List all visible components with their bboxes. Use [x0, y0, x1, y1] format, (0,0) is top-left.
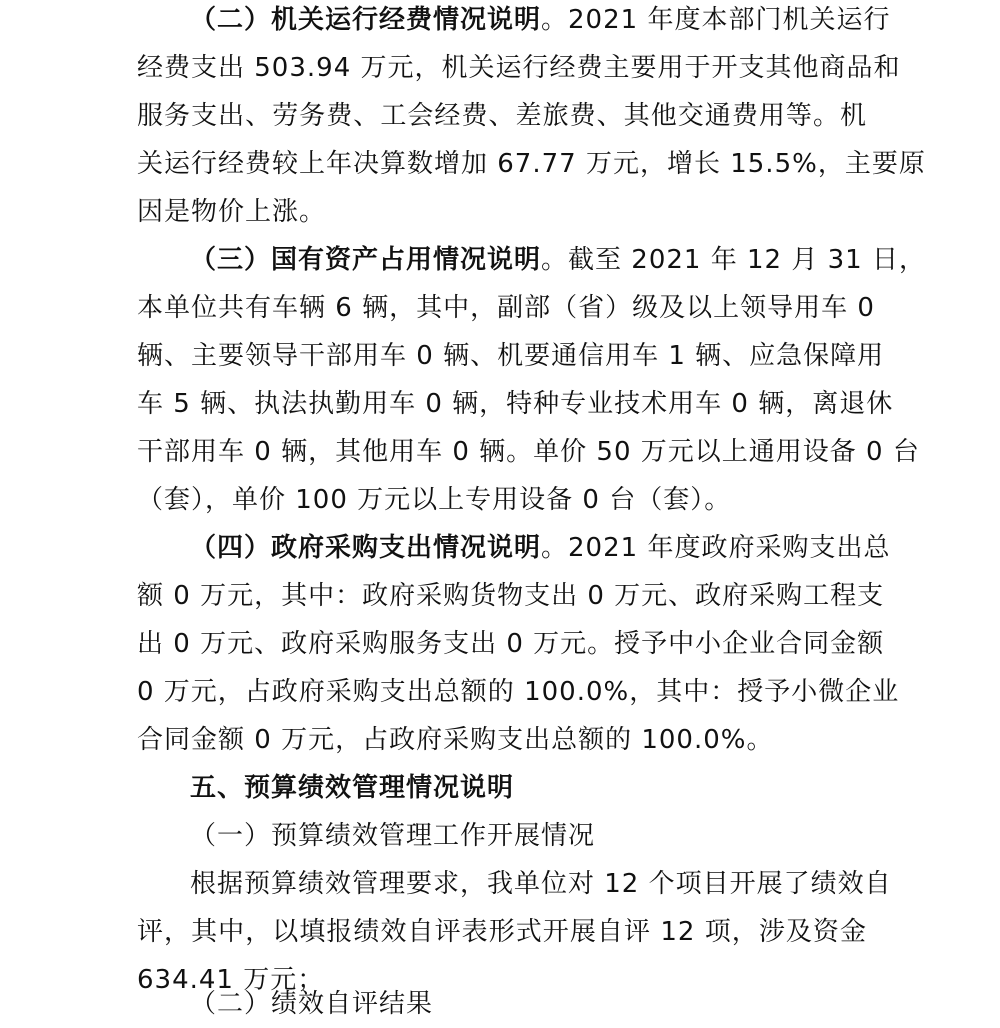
section-3-line-5: （套），单价 100 万元以上专用设备 0 台（套）。 — [137, 485, 732, 515]
subsection-1-line-2: 评，其中，以填报绩效自评表形式开展自评 12 项，涉及资金 — [137, 917, 867, 947]
subsection-1-heading: （一）预算绩效管理工作开展情况 — [190, 821, 596, 851]
section-3-line-1: 本单位共有车辆 6 辆，其中，副部（省）级及以上领导用车 0 — [137, 293, 875, 323]
section-3-first-line — [190, 236, 926, 284]
section-4-intro-text: 。2021 年度政府采购支出总 — [541, 533, 891, 563]
section-2-first-line — [190, 0, 891, 44]
section-3-heading: （三）国有资产占用情况说明 — [190, 245, 542, 275]
section-4-line-4: 合同金额 0 万元，占政府采购支出总额的 100.0%。 — [137, 725, 774, 755]
subsection-1-line-3: 634.41 万元； — [137, 965, 325, 995]
section-2-intro-text: 。2021 年度本部门机关运行 — [541, 5, 891, 35]
section-2-heading: （二）机关运行经费情况说明 — [190, 5, 542, 35]
section-4-first-line — [190, 524, 891, 572]
section-2-line-1: 经费支出 503.94 万元，机关运行经费主要用于开支其他商品和 — [137, 53, 901, 83]
section-4-line-1: 额 0 万元，其中：政府采购货物支出 0 万元、政府采购工程支 — [137, 581, 885, 611]
section-five-heading: 五、预算绩效管理情况说明 — [190, 773, 515, 803]
section-3-intro-text: 。截至 2021 年 12 月 31 日， — [541, 245, 926, 275]
section-4-line-3: 0 万元，占政府采购支出总额的 100.0%，其中：授予小微企业 — [137, 677, 900, 707]
section-3-line-2: 辆、主要领导干部用车 0 辆、机要通信用车 1 辆、应急保障用 — [137, 341, 885, 371]
section-2-line-3: 关运行经费较上年决算数增加 67.77 万元，增长 15.5%，主要原 — [137, 149, 926, 179]
section-4-heading: （四）政府采购支出情况说明 — [190, 533, 542, 563]
subsection-1-line-1: 根据预算绩效管理要求，我单位对 12 个项目开展了绩效自 — [190, 869, 892, 899]
section-2-line-4: 因是物价上涨。 — [137, 197, 327, 227]
section-2-line-2: 服务支出、劳务费、工会经费、差旅费、其他交通费用等。机 — [137, 101, 867, 131]
subsection-2-heading: （二）绩效自评结果 — [190, 989, 434, 1019]
section-3-line-4: 干部用车 0 辆，其他用车 0 辆。单价 50 万元以上通用设备 0 台 — [137, 437, 920, 467]
section-4-line-2: 出 0 万元、政府采购服务支出 0 万元。授予中小企业合同金额 — [137, 629, 885, 659]
section-3-line-3: 车 5 辆、执法执勤用车 0 辆，特种专业技术用车 0 辆，离退休 — [137, 389, 894, 419]
